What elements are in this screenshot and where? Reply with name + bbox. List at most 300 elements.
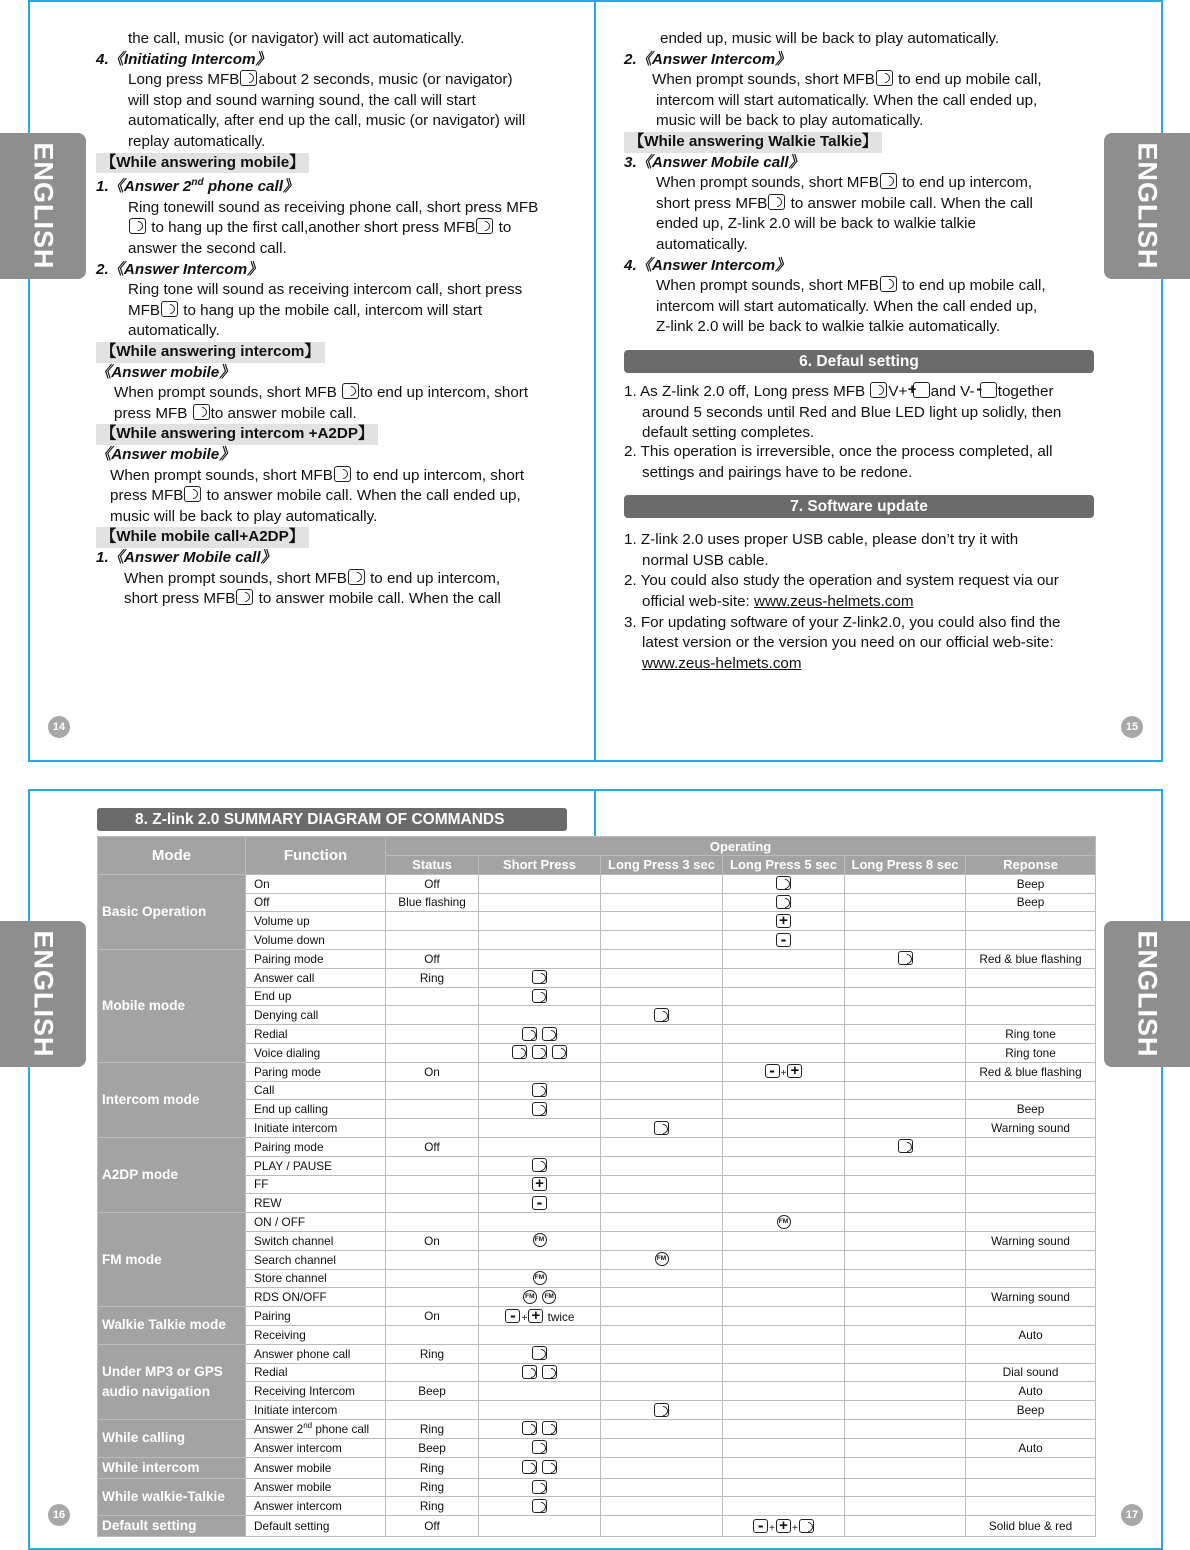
function-cell: Answer phone call: [246, 1344, 386, 1363]
table-row: [98, 1175, 1096, 1194]
mfb-icon: [876, 70, 893, 86]
summary-table: [97, 836, 1096, 1537]
table-row: [98, 1250, 1096, 1269]
page-15-column: [624, 29, 1100, 674]
bottom-spread-divider: [594, 789, 596, 839]
status-cell: [386, 1043, 479, 1062]
press-cell-l8: [845, 1288, 966, 1307]
status-cell: Ring: [386, 1478, 479, 1497]
plus-icon: [532, 1177, 547, 1191]
mfb-icon: [799, 1519, 814, 1533]
section-body: Long press MFB about 2 seconds, music (or navigator) will stop and sound warning sound, the call will start automatically, after end up the call, music (or navigator) will replay automatically.: [128, 71, 526, 150]
press-cell-l3: [601, 1043, 723, 1062]
response-cell: [966, 1194, 1096, 1213]
press-cell-l8: [845, 1363, 966, 1382]
side-tab-left-top: ENGLISH: [0, 133, 86, 279]
status-cell: Off: [386, 874, 479, 893]
mfb-icon: [542, 1027, 557, 1041]
mfb-icon: [193, 404, 210, 420]
table-row: [98, 1401, 1096, 1420]
mfb-icon: [654, 1008, 669, 1022]
press-cell-l5: [723, 987, 845, 1006]
table-row: [98, 931, 1096, 950]
press-cell-short: [479, 1062, 601, 1081]
section-heading: 《Answer mobile》: [96, 363, 235, 381]
table-row: [98, 912, 1096, 931]
subsection-label: 【While answering Walkie Talkie】: [624, 132, 882, 153]
minus-icon: [776, 933, 791, 947]
press-cell-l3: [601, 893, 723, 912]
response-cell: [966, 1457, 1096, 1478]
page-number-17: 17: [1121, 1504, 1143, 1526]
press-cell-l5: [723, 1363, 845, 1382]
mfb-icon: [776, 876, 791, 890]
mfb-icon: [512, 1045, 527, 1059]
press-cell-l3: [601, 1307, 723, 1326]
press-cell-l3: [601, 1497, 723, 1516]
press-cell-l8: [845, 1119, 966, 1138]
press-cell-l8: [845, 1062, 966, 1081]
press-cell-short: [479, 931, 601, 950]
response-cell: [966, 1137, 1096, 1156]
press-cell-l8: [845, 1156, 966, 1175]
press-cell-l5: - ++: [723, 1062, 845, 1081]
mfb-icon: [184, 486, 201, 502]
table-row: [98, 1025, 1096, 1044]
press-cell-l3: [601, 931, 723, 950]
press-cell-l8: [845, 931, 966, 950]
press-cell-l8: [845, 1438, 966, 1457]
press-cell-l3: [601, 1269, 723, 1288]
status-cell: Ring: [386, 968, 479, 987]
function-cell: Redial: [246, 1025, 386, 1044]
response-cell: [966, 1213, 1096, 1232]
press-cell-l5: [723, 931, 845, 950]
mfb-icon: [870, 382, 887, 398]
press-cell-short: [479, 1401, 601, 1420]
mode-cell: Basic Operation: [98, 874, 246, 949]
function-cell: Pairing mode: [246, 949, 386, 968]
table-row: [98, 893, 1096, 912]
press-cell-l3: [601, 968, 723, 987]
response-cell: [966, 931, 1096, 950]
press-cell-short: [479, 1213, 601, 1232]
status-cell: [386, 1250, 479, 1269]
press-cell-l8: [845, 874, 966, 893]
mfb-icon: [522, 1027, 537, 1041]
press-cell-l3: [601, 1516, 723, 1537]
press-cell-l5: [723, 1438, 845, 1457]
function-cell: Default setting: [246, 1516, 386, 1537]
press-cell-l8: [845, 893, 966, 912]
mfb-icon: [161, 301, 178, 317]
press-cell-short: [479, 1231, 601, 1250]
mfb-icon: [654, 1121, 669, 1135]
header-short-press: Short Press: [479, 856, 601, 875]
press-cell-l8: [845, 1081, 966, 1100]
mfb-icon: [236, 589, 253, 605]
mode-cell: Default setting: [98, 1516, 246, 1537]
function-cell: On: [246, 874, 386, 893]
section-heading: 1.《Answer Mobile call》: [96, 548, 276, 566]
press-cell-short: [479, 1478, 601, 1497]
response-cell: [966, 1250, 1096, 1269]
press-cell-l3: [601, 1363, 723, 1382]
status-cell: [386, 1156, 479, 1175]
press-cell-short: [479, 1137, 601, 1156]
table-row: [98, 1325, 1096, 1344]
response-cell: [966, 1419, 1096, 1438]
section-body: When prompt sounds, short MFB to end up intercom, short press MFB to answer mobile call.: [114, 384, 529, 422]
table-row: [98, 1137, 1096, 1156]
section-heading: 2.《Answer Intercom》: [624, 50, 791, 68]
response-cell: [966, 968, 1096, 987]
header-long-press-8: Long Press 8 sec: [845, 856, 966, 875]
press-cell-l3: [601, 1419, 723, 1438]
mfb-icon: [768, 194, 785, 210]
software-update-list: 1. Z-link 2.0 uses proper USB cable, please don’t try it with normal USB cable. 2. You could also study the operation and system request via our official web-site: www.zeus-helmets.com 3. For updating software of your Z-link2.0, you could also find the latest version or the version you need on our official web-site: www.zeus-helmets.com: [624, 531, 1061, 672]
mode-cell: Mobile mode: [98, 949, 246, 1062]
mfb-icon: [532, 989, 547, 1003]
press-cell-l8: [845, 1344, 966, 1363]
table-row: [98, 1478, 1096, 1497]
press-cell-l8: [845, 1325, 966, 1344]
header-mode: Mode: [98, 837, 246, 875]
press-cell-l5: [723, 1100, 845, 1119]
section-body: When prompt sounds, short MFB to end up intercom, short press MFB to answer mobile call. When the call ended up, music will be back to play automatically.: [110, 466, 525, 525]
mfb-icon: [476, 218, 493, 234]
mfb-icon: [898, 951, 913, 965]
table-row: [98, 874, 1096, 893]
press-cell-short: [479, 1081, 601, 1100]
mfb-icon: [532, 1045, 547, 1059]
function-cell: Answer intercom: [246, 1438, 386, 1457]
header-function: Function: [246, 837, 386, 875]
press-cell-l3: [601, 1478, 723, 1497]
function-cell: End up calling: [246, 1100, 386, 1119]
press-cell-short: [479, 1100, 601, 1119]
function-cell: Volume down: [246, 931, 386, 950]
mfb-icon: [542, 1421, 557, 1435]
press-cell-l5: [723, 1156, 845, 1175]
mfb-icon: [522, 1421, 537, 1435]
continued-text: the call, music (or navigator) will act automatically.: [128, 30, 465, 47]
press-cell-l5: [723, 874, 845, 893]
response-cell: Auto: [966, 1438, 1096, 1457]
twice-label: twice: [547, 1309, 575, 1324]
mfb-icon: [522, 1365, 537, 1379]
mfb-icon: [334, 466, 351, 482]
press-cell-l8: [845, 1137, 966, 1156]
response-cell: [966, 1156, 1096, 1175]
function-cell: Off: [246, 893, 386, 912]
press-cell-l5: [723, 1081, 845, 1100]
function-cell: Volume up: [246, 912, 386, 931]
status-cell: [386, 912, 479, 931]
press-cell-l3: [601, 1156, 723, 1175]
function-cell: Pairing: [246, 1307, 386, 1326]
status-cell: Off: [386, 1516, 479, 1537]
function-cell: REW: [246, 1194, 386, 1213]
press-cell-l3: [601, 874, 723, 893]
status-cell: [386, 987, 479, 1006]
press-cell-l3: [601, 1382, 723, 1401]
function-cell: End up: [246, 987, 386, 1006]
response-cell: [966, 1497, 1096, 1516]
response-cell: [966, 1081, 1096, 1100]
press-cell-l3: [601, 1250, 723, 1269]
response-cell: Beep: [966, 1100, 1096, 1119]
table-row: [98, 1307, 1096, 1326]
press-cell-l5: [723, 949, 845, 968]
press-cell-l5: [723, 893, 845, 912]
mfb-icon: [776, 895, 791, 909]
table-row: [98, 1457, 1096, 1478]
mfb-icon: [880, 276, 897, 292]
function-cell: Redial: [246, 1363, 386, 1382]
fm-icon: [523, 1290, 537, 1304]
press-cell-short: [479, 1516, 601, 1537]
press-cell-short: [479, 1025, 601, 1044]
mfb-icon: [522, 1460, 537, 1474]
press-cell-l5: [723, 1043, 845, 1062]
status-cell: Ring: [386, 1457, 479, 1478]
press-cell-l5: [723, 1175, 845, 1194]
status-cell: [386, 1288, 479, 1307]
press-cell-short: [479, 1344, 601, 1363]
subsection-label: 【While answering mobile】: [96, 153, 309, 174]
function-cell: Answer mobile: [246, 1457, 386, 1478]
mode-cell: While intercom: [98, 1457, 246, 1478]
response-cell: [966, 1269, 1096, 1288]
mfb-icon: [542, 1460, 557, 1474]
function-cell: Voice dialing: [246, 1043, 386, 1062]
press-cell-l5: [723, 1307, 845, 1326]
section-body: When prompt sounds, short MFB to end up intercom, short press MFB to answer mobile call. When the call ended up, Z-link 2.0 will be back to walkie talkie automatically.: [656, 174, 1033, 253]
press-cell-l5: [723, 1401, 845, 1420]
press-cell-l3: [601, 1213, 723, 1232]
minus-icon: [765, 1064, 780, 1078]
press-cell-l5: [723, 1213, 845, 1232]
table-row: [98, 1043, 1096, 1062]
function-cell: Answer intercom: [246, 1497, 386, 1516]
status-cell: Ring: [386, 1344, 479, 1363]
mfb-icon: [342, 383, 359, 399]
response-cell: Warning sound: [966, 1231, 1096, 1250]
header-operating: Operating: [386, 837, 1096, 856]
summary-title: 8. Z-link 2.0 SUMMARY DIAGRAM OF COMMANDS: [97, 808, 567, 831]
press-cell-short: [479, 1194, 601, 1213]
status-cell: [386, 1363, 479, 1382]
page-number-14: 14: [48, 716, 70, 738]
section-heading: 2.《Answer Intercom》: [96, 260, 263, 278]
press-cell-short: [479, 1269, 601, 1288]
section-body: When prompt sounds, short MFB to end up mobile call, intercom will start automatically. When the call ended up, Z-link 2.0 will be back to walkie talkie automatically.: [656, 277, 1046, 336]
mode-cell: A2DP mode: [98, 1137, 246, 1212]
press-cell-short: [479, 1119, 601, 1138]
press-cell-short: [479, 1497, 601, 1516]
table-row: [98, 1100, 1096, 1119]
section-body: Ring tonewill sound as receiving phone call, short press MFB to hang up the first call,another short press MFB to answer the second call.: [128, 198, 539, 257]
mfb-icon: [240, 70, 257, 86]
response-cell: Dial sound: [966, 1363, 1096, 1382]
status-cell: Off: [386, 949, 479, 968]
press-cell-short: [479, 1382, 601, 1401]
header-status: Status: [386, 856, 479, 875]
press-cell-l3: [601, 949, 723, 968]
press-cell-short: [479, 1419, 601, 1438]
press-cell-short: [479, 1457, 601, 1478]
website-link[interactable]: www.zeus-helmets.com: [754, 593, 914, 611]
function-cell: ON / OFF: [246, 1213, 386, 1232]
press-cell-l3: [601, 987, 723, 1006]
press-cell-l3: [601, 1344, 723, 1363]
press-cell-l5: [723, 1231, 845, 1250]
press-cell-l8: [845, 912, 966, 931]
table-row: [98, 1062, 1096, 1081]
table-row: [98, 1213, 1096, 1232]
press-cell-l3: [601, 1325, 723, 1344]
fm-icon: [542, 1290, 556, 1304]
press-cell-l5: [723, 912, 845, 931]
mfb-icon: [532, 1158, 547, 1172]
section-heading: 3.《Answer Mobile call》: [624, 153, 804, 171]
press-cell-l8: [845, 1100, 966, 1119]
press-cell-l3: [601, 1062, 723, 1081]
table-row: [98, 1363, 1096, 1382]
table-row: [98, 1194, 1096, 1213]
top-spread-divider: [594, 0, 596, 762]
press-cell-short: [479, 1363, 601, 1382]
press-cell-l5: [723, 1419, 845, 1438]
status-cell: Blue flashing: [386, 893, 479, 912]
minus-icon: [532, 1196, 547, 1210]
response-cell: Warning sound: [966, 1119, 1096, 1138]
press-cell-l8: [845, 949, 966, 968]
press-cell-l5: [723, 1269, 845, 1288]
section-heading: 《Answer mobile》: [96, 445, 235, 463]
press-cell-l8: [845, 1457, 966, 1478]
press-cell-short: [479, 874, 601, 893]
function-cell: Pairing mode: [246, 1137, 386, 1156]
press-cell-l3: [601, 1175, 723, 1194]
status-cell: [386, 1119, 479, 1138]
response-cell: [966, 987, 1096, 1006]
table-row: [98, 1497, 1096, 1516]
table-row: [98, 949, 1096, 968]
mfb-icon: [129, 218, 146, 234]
press-cell-l3: [601, 1457, 723, 1478]
page-number-15: 15: [1121, 716, 1143, 738]
press-cell-l3: [601, 1006, 723, 1025]
subsection-label: 【While mobile call+A2DP】: [96, 527, 309, 548]
response-cell: [966, 1344, 1096, 1363]
side-tab-right-bottom: ENGLISH: [1104, 921, 1190, 1067]
status-cell: Off: [386, 1137, 479, 1156]
table-row: [98, 1231, 1096, 1250]
press-cell-l8: [845, 1401, 966, 1420]
function-cell: Switch channel: [246, 1231, 386, 1250]
plus-icon: [913, 382, 930, 398]
status-cell: [386, 1175, 479, 1194]
table-row: [98, 1269, 1096, 1288]
function-cell: Answer 2nd phone call: [246, 1419, 386, 1438]
response-cell: Beep: [966, 874, 1096, 893]
mfb-icon: [898, 1139, 913, 1153]
mfb-icon: [532, 1102, 547, 1116]
default-setting-list: 1. As Z-link 2.0 off, Long press MFB V+ + and V- - together around 5 seconds until Red and Blue LED light up solidly, then default setting completes. 2. This operation is irreversible, once the process completed, all settings and pairings have to be redone.: [624, 382, 1100, 483]
response-cell: Red & blue flashing: [966, 1062, 1096, 1081]
section-body: When prompt sounds, short MFB to end up mobile call, intercom will start automatically. When the call ended up, music will be back to play automatically.: [652, 71, 1042, 130]
press-cell-l5: [723, 968, 845, 987]
function-cell: FF: [246, 1175, 386, 1194]
press-cell-l3: [601, 1025, 723, 1044]
section-heading: 1.《Answer 2nd phone call》: [96, 177, 299, 196]
press-cell-short: [479, 893, 601, 912]
press-cell-short: [479, 968, 601, 987]
response-cell: Warning sound: [966, 1288, 1096, 1307]
press-cell-short: [479, 1043, 601, 1062]
response-cell: Beep: [966, 893, 1096, 912]
plus-icon: [528, 1309, 543, 1323]
press-cell-l3: [601, 1438, 723, 1457]
status-cell: [386, 1025, 479, 1044]
press-cell-short: [479, 987, 601, 1006]
status-cell: [386, 1081, 479, 1100]
press-cell-l8: [845, 968, 966, 987]
mfb-icon: [532, 1440, 547, 1454]
section-heading: 4.《Answer Intercom》: [624, 256, 791, 274]
press-cell-l5: [723, 1119, 845, 1138]
press-cell-short: [479, 912, 601, 931]
press-cell-l3: [601, 1288, 723, 1307]
mode-cell: Intercom mode: [98, 1062, 246, 1137]
press-cell-l5: [723, 1382, 845, 1401]
press-cell-l8: [845, 1231, 966, 1250]
plus-icon: [776, 914, 791, 928]
table-row: [98, 1438, 1096, 1457]
subsection-label: 【While answering intercom】: [96, 342, 325, 363]
status-cell: On: [386, 1231, 479, 1250]
press-cell-l8: [845, 1175, 966, 1194]
press-cell-l3: [601, 912, 723, 931]
press-cell-l8: [845, 1419, 966, 1438]
function-cell: Answer call: [246, 968, 386, 987]
press-cell-short: [479, 1250, 601, 1269]
press-cell-short: [479, 1325, 601, 1344]
table-row: [98, 1419, 1096, 1438]
mode-cell: Walkie Talkie mode: [98, 1307, 246, 1345]
subsection-label: 【While answering intercom +A2DP】: [96, 424, 378, 445]
table-row: [98, 987, 1096, 1006]
press-cell-short: - ++ twice: [479, 1307, 601, 1326]
status-cell: [386, 1006, 479, 1025]
press-cell-l8: [845, 1497, 966, 1516]
press-cell-l8: [845, 1269, 966, 1288]
status-cell: On: [386, 1307, 479, 1326]
page-14-column: [96, 29, 586, 610]
press-cell-l3: [601, 1231, 723, 1250]
press-cell-l8: [845, 1250, 966, 1269]
response-cell: Ring tone: [966, 1043, 1096, 1062]
table-row: [98, 968, 1096, 987]
mode-cell: FM mode: [98, 1213, 246, 1307]
response-cell: Beep: [966, 1401, 1096, 1420]
response-cell: [966, 1307, 1096, 1326]
press-cell-l8: [845, 987, 966, 1006]
website-link[interactable]: www.zeus-helmets.com: [642, 654, 802, 672]
press-cell-short: [479, 949, 601, 968]
